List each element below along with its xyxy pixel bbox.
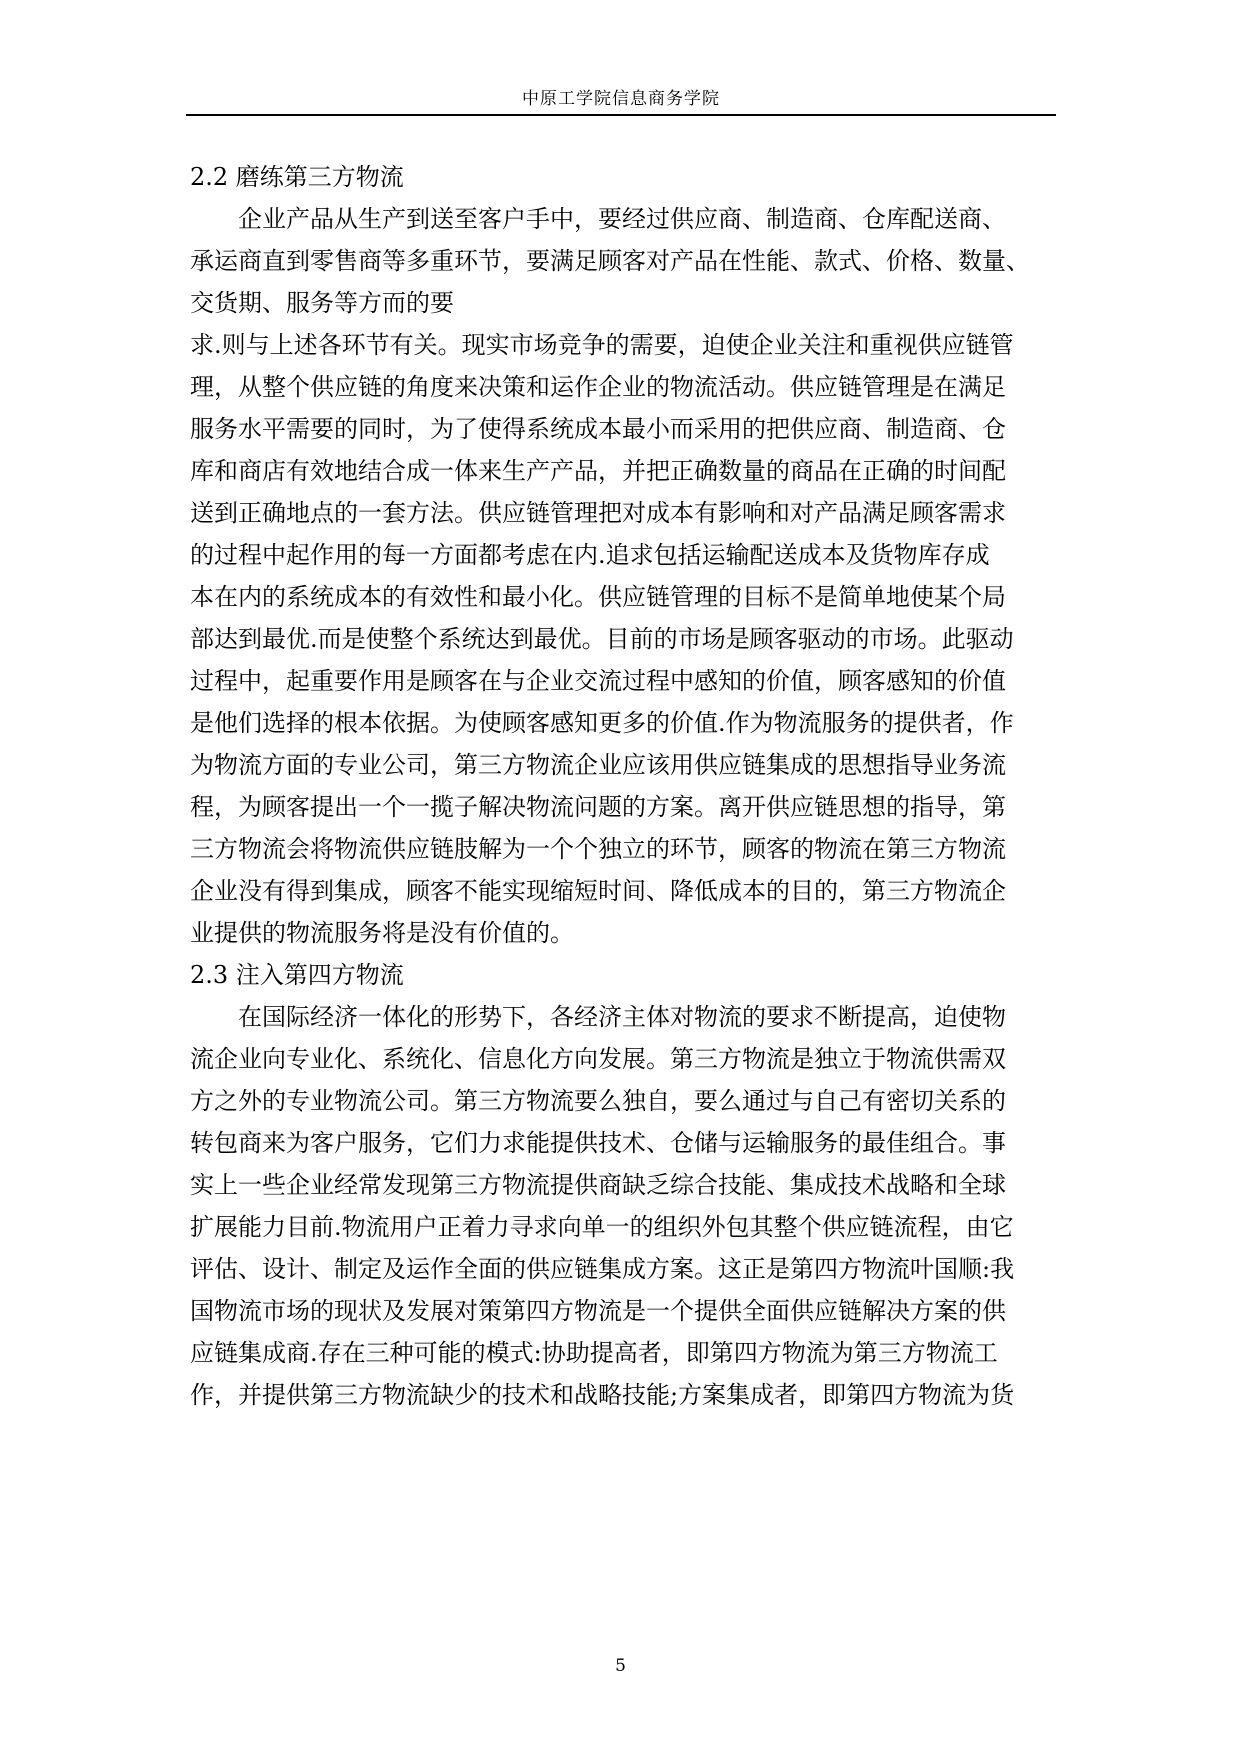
paragraph-line: 流企业向专业化、系统化、信息化方向发展。第三方物流是独立于物流供需双 [190,1045,1006,1073]
document-body [190,156,1056,1416]
paragraph-line: 在国际经济一体化的形势下，各经济主体对物流的要求不断提高，迫使物 [238,1003,1006,1031]
running-header: 中原工学院信息商务学院 [522,89,720,109]
paragraph-line: 评估、设计、制定及运作全面的供应链集成方案。这正是第四方物流叶国顺:我 [190,1255,1015,1283]
paragraph-line: 理，从整个供应链的角度来决策和运作企业的物流活动。供应链管理是在满足 [190,373,1006,401]
paragraph-line: 是他们选择的根本依据。为使顾客感知更多的价值.作为物流服务的提供者，作 [190,709,1014,737]
paragraph-line: 转包商来为客户服务，它们力求能提供技术、仓储与运输服务的最佳组合。事 [190,1129,1006,1157]
paragraph-line: 部达到最优.而是使整个系统达到最优。目前的市场是顾客驱动的市场。此驱动 [190,625,1014,653]
paragraph-line: 企业产品从生产到送至客户手中，要经过供应商、制造商、仓库配送商、 [238,205,1006,233]
paragraph-line: 方之外的专业物流公司。第三方物流要么独自，要么通过与自己有密切关系的 [190,1087,1006,1115]
paragraph-line: 作，并提供第三方物流缺少的技术和战略技能;方案集成者，即第四方物流为货 [190,1381,1015,1409]
paragraph-line: 实上一些企业经常发现第三方物流提供商缺乏综合技能、集成技术战略和全球 [190,1171,1006,1199]
paragraph-line: 企业没有得到集成，顾客不能实现缩短时间、降低成本的目的，第三方物流企 [190,877,1006,905]
paragraph-line: 程，为顾客提出一个一揽子解决物流问题的方案。离开供应链思想的指导，第 [190,793,1006,821]
section-heading: 2.2 磨练第三方物流 [190,163,404,191]
header-rule [186,114,1056,116]
paragraph-line: 三方物流会将物流供应链肢解为一个个独立的环节，顾客的物流在第三方物流 [190,835,1006,863]
paragraph-line: 服务水平需要的同时，为了使得系统成本最小而采用的把供应商、制造商、仓 [190,415,1006,443]
paragraph-line: 承运商直到零售商等多重环节，要满足顾客对产品在性能、款式、价格、数量、 [190,247,1030,275]
paragraph-line: 扩展能力目前.物流用户正着力寻求向单一的组织外包其整个供应链流程，由它 [190,1213,1014,1241]
paragraph-line: 送到正确地点的一套方法。供应链管理把对成本有影响和对产品满足顾客需求 [190,499,1006,527]
paragraph-line: 业提供的物流服务将是没有价值的。 [190,919,574,947]
paragraph-line: 的过程中起作用的每一方面都考虑在内.追求包括运输配送成本及货物库存成 [190,541,990,569]
paragraph-line: 过程中，起重要作用是顾客在与企业交流过程中感知的价值，顾客感知的价值 [190,667,1006,695]
paragraph-line: 国物流市场的现状及发展对策第四方物流是一个提供全面供应链解决方案的供 [190,1297,1006,1325]
paragraph-line: 应链集成商.存在三种可能的模式:协助提高者，即第四方物流为第三方物流工 [190,1339,998,1367]
paragraph-line: 为物流方面的专业公司，第三方物流企业应该用供应链集成的思想指导业务流 [190,751,1006,779]
paragraph-line: 求.则与上述各环节有关。现实市场竞争的需要，迫使企业关注和重视供应链管 [190,331,1014,359]
paragraph-line: 库和商店有效地结合成一体来生产产品，并把正确数量的商品在正确的时间配 [190,457,1006,485]
paragraph-line: 本在内的系统成本的有效性和最小化。供应链管理的目标不是简单地使某个局 [190,583,1006,611]
section-heading: 2.3 注入第四方物流 [190,961,404,989]
page-number: 5 [615,1656,626,1676]
paragraph-line: 交货期、服务等方而的要 [190,289,454,317]
